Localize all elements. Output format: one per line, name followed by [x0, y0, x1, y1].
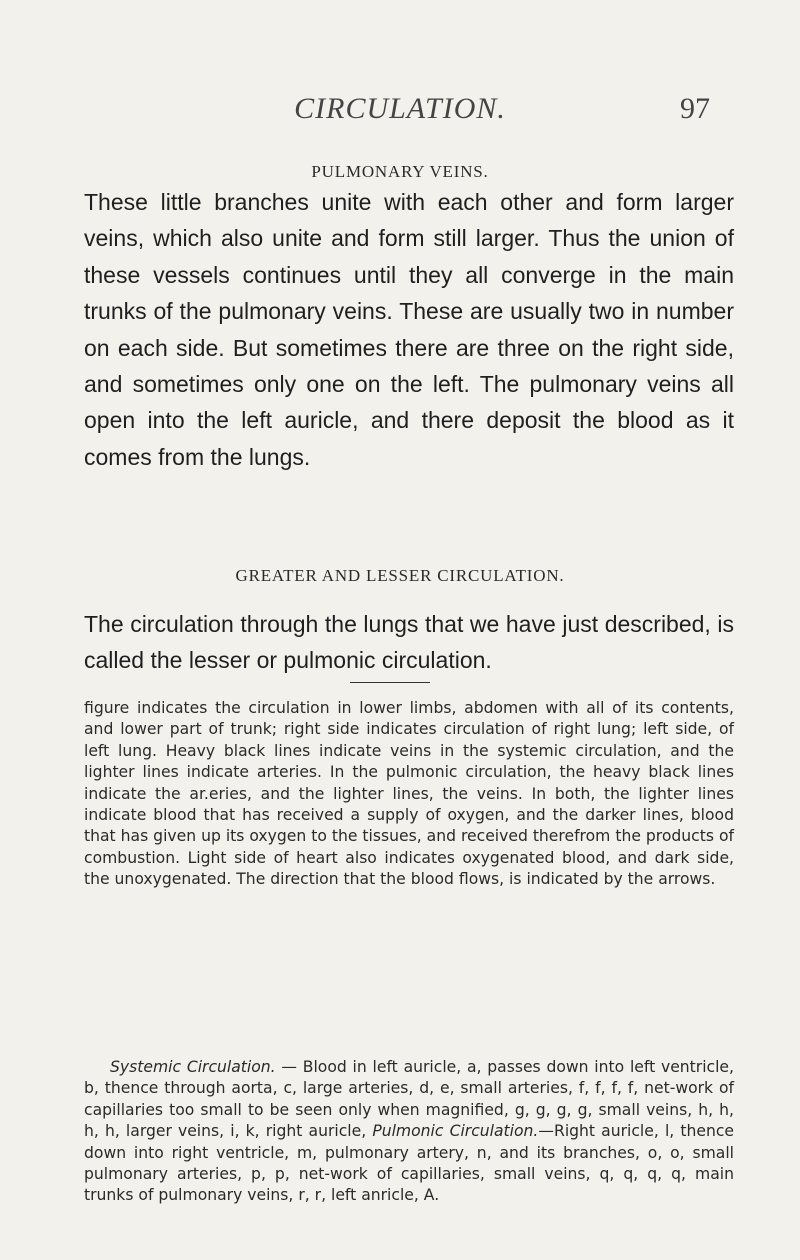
pulmonic-circulation-text: —Right auricle, l, thence down into right ventricle, m, pulmonary artery, n, and its branches, o, o, small pulmonary arteries, p, p, net-work of capillaries, small veins, q, q, q, q, main trunks of pulmonary veins, r, r, left anricle, A. [84, 1122, 734, 1205]
underline-rule [350, 682, 430, 683]
running-title: CIRCULATION. [294, 92, 506, 125]
pulmonic-circulation-title: Pulmonic Circulation. [372, 1122, 539, 1141]
page-number: 97 [680, 92, 710, 125]
circulation-legend [84, 1057, 734, 1207]
running-head [0, 92, 800, 132]
section-heading-greater-lesser-circulation: GREATER AND LESSER CIRCULATION. [235, 566, 565, 585]
pulmonary-veins-paragraph: These little branches unite with each other and form larger veins, which also unite and form still larger. Thus the union of these vessels continues until they all converge in the main trunks of the pulmonary veins. These are usually two in number on each side. But sometimes there are three on the right side, and sometimes only one on the left. The pulmonary veins all open into the left auricle, and there deposit the blood as it comes from the lungs. [84, 189, 734, 470]
systemic-circulation-title: Systemic Circulation. [110, 1058, 276, 1076]
circulation-paragraph: The circulation through the lungs that we have just described, is called the lesser or pulmonic circulation. [84, 611, 734, 674]
systemic-circulation-text: — Blood in left auricle, a, passes down into left ventricle, b, thence through aorta, c, large arteries, d, e, small arteries, f, f, f, f, net-work of capillaries too small to be seen only when magnified, g, g, g, g, small veins, h, h, h, h, larger veins, i, k, right auricle, [84, 1058, 734, 1141]
figure-caption: figure indicates the circulation in lower limbs, abdomen with all of its contents, and lower part of trunk; right side indicates circulation of right lung; left side, of left lung. Heavy black lines indicate veins in the systemic circulation, and the lighter lines indicate arteries. In the pulmonic circulation, the heavy black lines indicate the ar.eries, and the lighter lines, the veins. In both, the lighter lines indicate blood that has received a supply of oxygen, and the darker lines, blood that has given up its oxygen to the tissues, and received therefrom the products of combustion. Light side of heart also indicates oxygenated blood, and dark side, the unoxygenated. The direction that the blood flows, is indicated by the arrows. [84, 699, 734, 889]
section-heading-pulmonary-veins: PULMONARY VEINS. [311, 162, 489, 181]
